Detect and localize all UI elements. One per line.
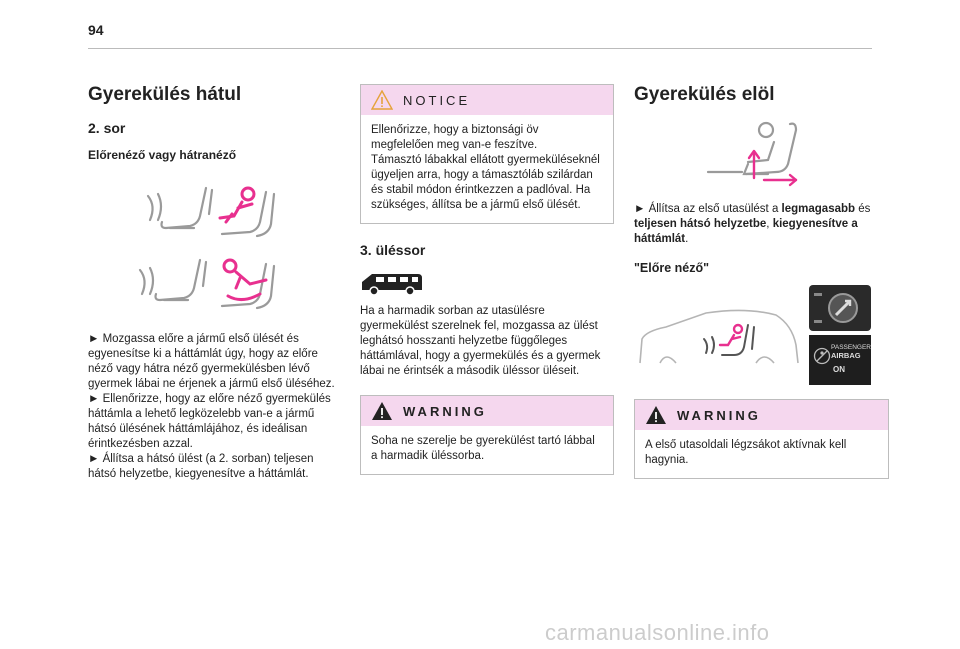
rear-seat-instructions — [88, 332, 338, 482]
instruction-paragraph: ► Mozgassa előre a jármű első ülését és egyenesítse ki a háttámlát úgy, hogy az előre néző vagy hátra néző gyermekülésben lévő gyermek lábai ne érjenek a jármű első üléséhez. — [88, 333, 335, 390]
warning-box-airbag — [634, 399, 889, 479]
column-notice-third-row — [360, 84, 614, 493]
airbag-label-airbag: AIRBAG — [831, 351, 861, 360]
instruction-bold: legmagasabb — [781, 203, 856, 215]
heading-front-child-seat: Gyerekülés elöl — [634, 84, 775, 105]
airbag-off-icon — [813, 347, 831, 365]
van-icon — [360, 270, 424, 296]
warning-label: WARNING — [677, 407, 761, 423]
instruction-text: és — [855, 203, 871, 215]
front-seat-instruction — [634, 202, 889, 247]
instruction-text: , — [766, 218, 773, 230]
notice-text: Támasztó lábakkal ellátott gyermeküléseknél ügyeljen arra, hogy a támasztóláb szilárdan és stabil módon érintkezzen a padlóval. Ha szükséges, állítsa be a jármű első ülését. — [371, 154, 600, 211]
instruction-paragraph: ► Ellenőrizze, hogy az előre néző gyermekülés háttámla a lehető legközelebb van-e a jármű hátsó ülésének háttámlájához, és ideálisan érintkezésben azzal. — [88, 393, 331, 450]
instruction-text: ► Állítsa az első utasülést a — [634, 203, 782, 215]
instruction-text: . — [685, 233, 689, 245]
column-front-child-seat — [634, 84, 889, 497]
notice-box — [360, 84, 614, 224]
instruction-bold: kiegyenesítve a háttámlát — [634, 218, 858, 245]
subheading-forward-facing: "Előre néző" — [634, 261, 710, 275]
airbag-state-on: ON — [833, 365, 845, 374]
warning-header — [361, 396, 613, 426]
airbag-switch-icon — [809, 285, 871, 331]
car-side-illustration — [636, 305, 804, 375]
warning-box-third-row — [360, 395, 614, 475]
subheading-second-row: 2. sor — [88, 120, 126, 136]
notice-text: Ellenőrizze, hogy a biztonsági öv megfelelően meg van-e feszítve. — [371, 124, 539, 151]
airbag-status-panel — [809, 335, 871, 385]
notice-header — [361, 85, 613, 115]
footer-watermark: carmanualsonline.info — [545, 620, 770, 645]
front-seat-adjust-illustration — [634, 120, 889, 192]
airbag-illustration-group — [634, 285, 889, 385]
warning-triangle-icon — [371, 401, 393, 421]
column-rear-child-seat — [88, 84, 338, 482]
heading-rear-child-seat: Gyerekülés hátul — [88, 84, 242, 105]
subheading-forward-rearward: Előrenéző vagy hátranéző — [88, 148, 237, 162]
top-rule — [88, 48, 872, 49]
page-number: 94 — [88, 22, 104, 38]
instruction-paragraph: ► Állítsa a hátsó ülést (a 2. sorban) teljesen hátsó helyzetbe, kiegyenesítve a háttámlát. — [88, 453, 314, 480]
warning-triangle-icon — [645, 405, 667, 425]
third-row-text: Ha a harmadik sorban az utasülésre gyermekülést szerelnek fel, mozgassa az ülést leghátsó hosszanti helyzetbe függőleges háttámlával, hogy a gyermekülés és a gyermek lábai ne érintsék a második üléssor üléseit. — [360, 305, 601, 377]
instruction-bold: teljesen hátsó helyzetbe — [634, 218, 767, 230]
airbag-label-passenger: PASSENGER — [831, 344, 871, 351]
warning-header — [635, 400, 888, 430]
warning-body: Soha ne szerelje be gyerekülést tartó lábbal a harmadik üléssorba. — [371, 435, 595, 462]
warning-label: WARNING — [403, 403, 487, 419]
notice-body — [361, 115, 613, 223]
caution-triangle-icon — [371, 90, 393, 110]
seat-illustration-rearward — [88, 252, 338, 320]
warning-body: A első utasoldali légzsákot aktívnak kell hagynia. — [645, 439, 847, 466]
heading-third-row: 3. üléssor — [360, 242, 426, 258]
seat-illustration-forward — [88, 184, 338, 252]
notice-label: NOTICE — [403, 92, 471, 108]
